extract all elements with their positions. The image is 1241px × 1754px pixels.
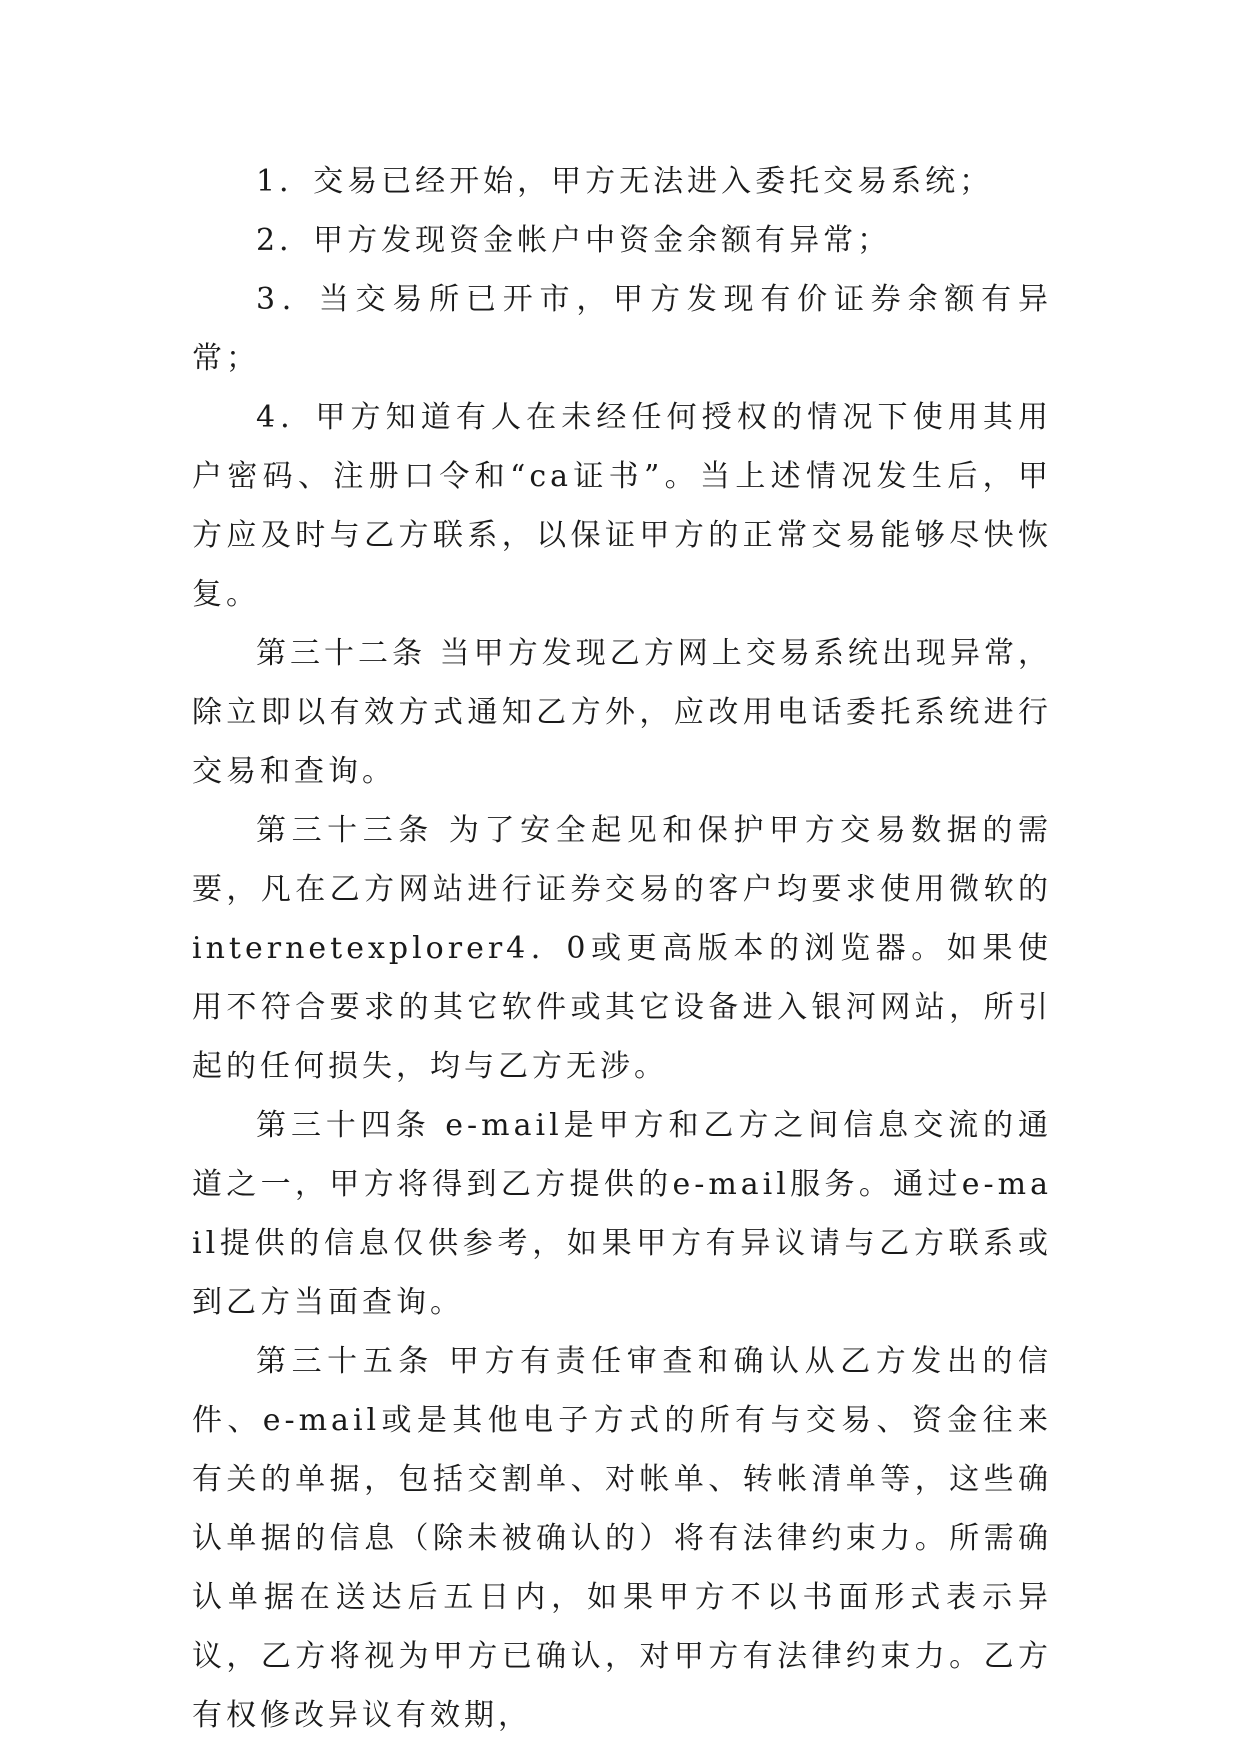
- paragraph-item-3: 3．当交易所已开市，甲方发现有价证券余额有异常；: [192, 282, 1052, 376]
- paragraph-item-4: 4．甲方知道有人在未经任何授权的情况下使用其用户密码、注册口令和“ca证书”。当上述情况发生后，甲方应及时与乙方联系，以保证甲方的正常交易能够尽快恢复。: [192, 400, 1052, 612]
- document-body: [192, 152, 1052, 1745]
- paragraph-item-1: 1．交易已经开始，甲方无法进入委托交易系统；: [256, 164, 994, 199]
- article-33: 第三十三条 为了安全起见和保护甲方交易数据的需要，凡在乙方网站进行证券交易的客户均要求使用微软的internetexplorer4．0或更高版本的浏览器。如果使用不符合要求的其它软件或其它设备进入银河网站，所引起的任何损失，均与乙方无涉。: [192, 813, 1052, 1084]
- paragraph-item-2: 2．甲方发现资金帐户中资金余额有异常；: [256, 223, 892, 258]
- article-34: 第三十四条 e-mail是甲方和乙方之间信息交流的通道之一，甲方将得到乙方提供的e-mail服务。通过e-mail提供的信息仅供参考，如果甲方有异议请与乙方联系或到乙方当面查询。: [192, 1108, 1052, 1320]
- article-35: 第三十五条 甲方有责任审查和确认从乙方发出的信件、e-mail或是其他电子方式的所有与交易、资金往来有关的单据，包括交割单、对帐单、转帐清单等，这些确认单据的信息（除未被确认的）将有法律约束力。所需确认单据在送达后五日内，如果甲方不以书面形式表示异议，乙方将视为甲方已确认，对甲方有法律约束力。乙方有权修改异议有效期，: [192, 1344, 1052, 1733]
- article-32: 第三十二条 当甲方发现乙方网上交易系统出现异常，除立即以有效方式通知乙方外，应改用电话委托系统进行交易和查询。: [192, 636, 1052, 789]
